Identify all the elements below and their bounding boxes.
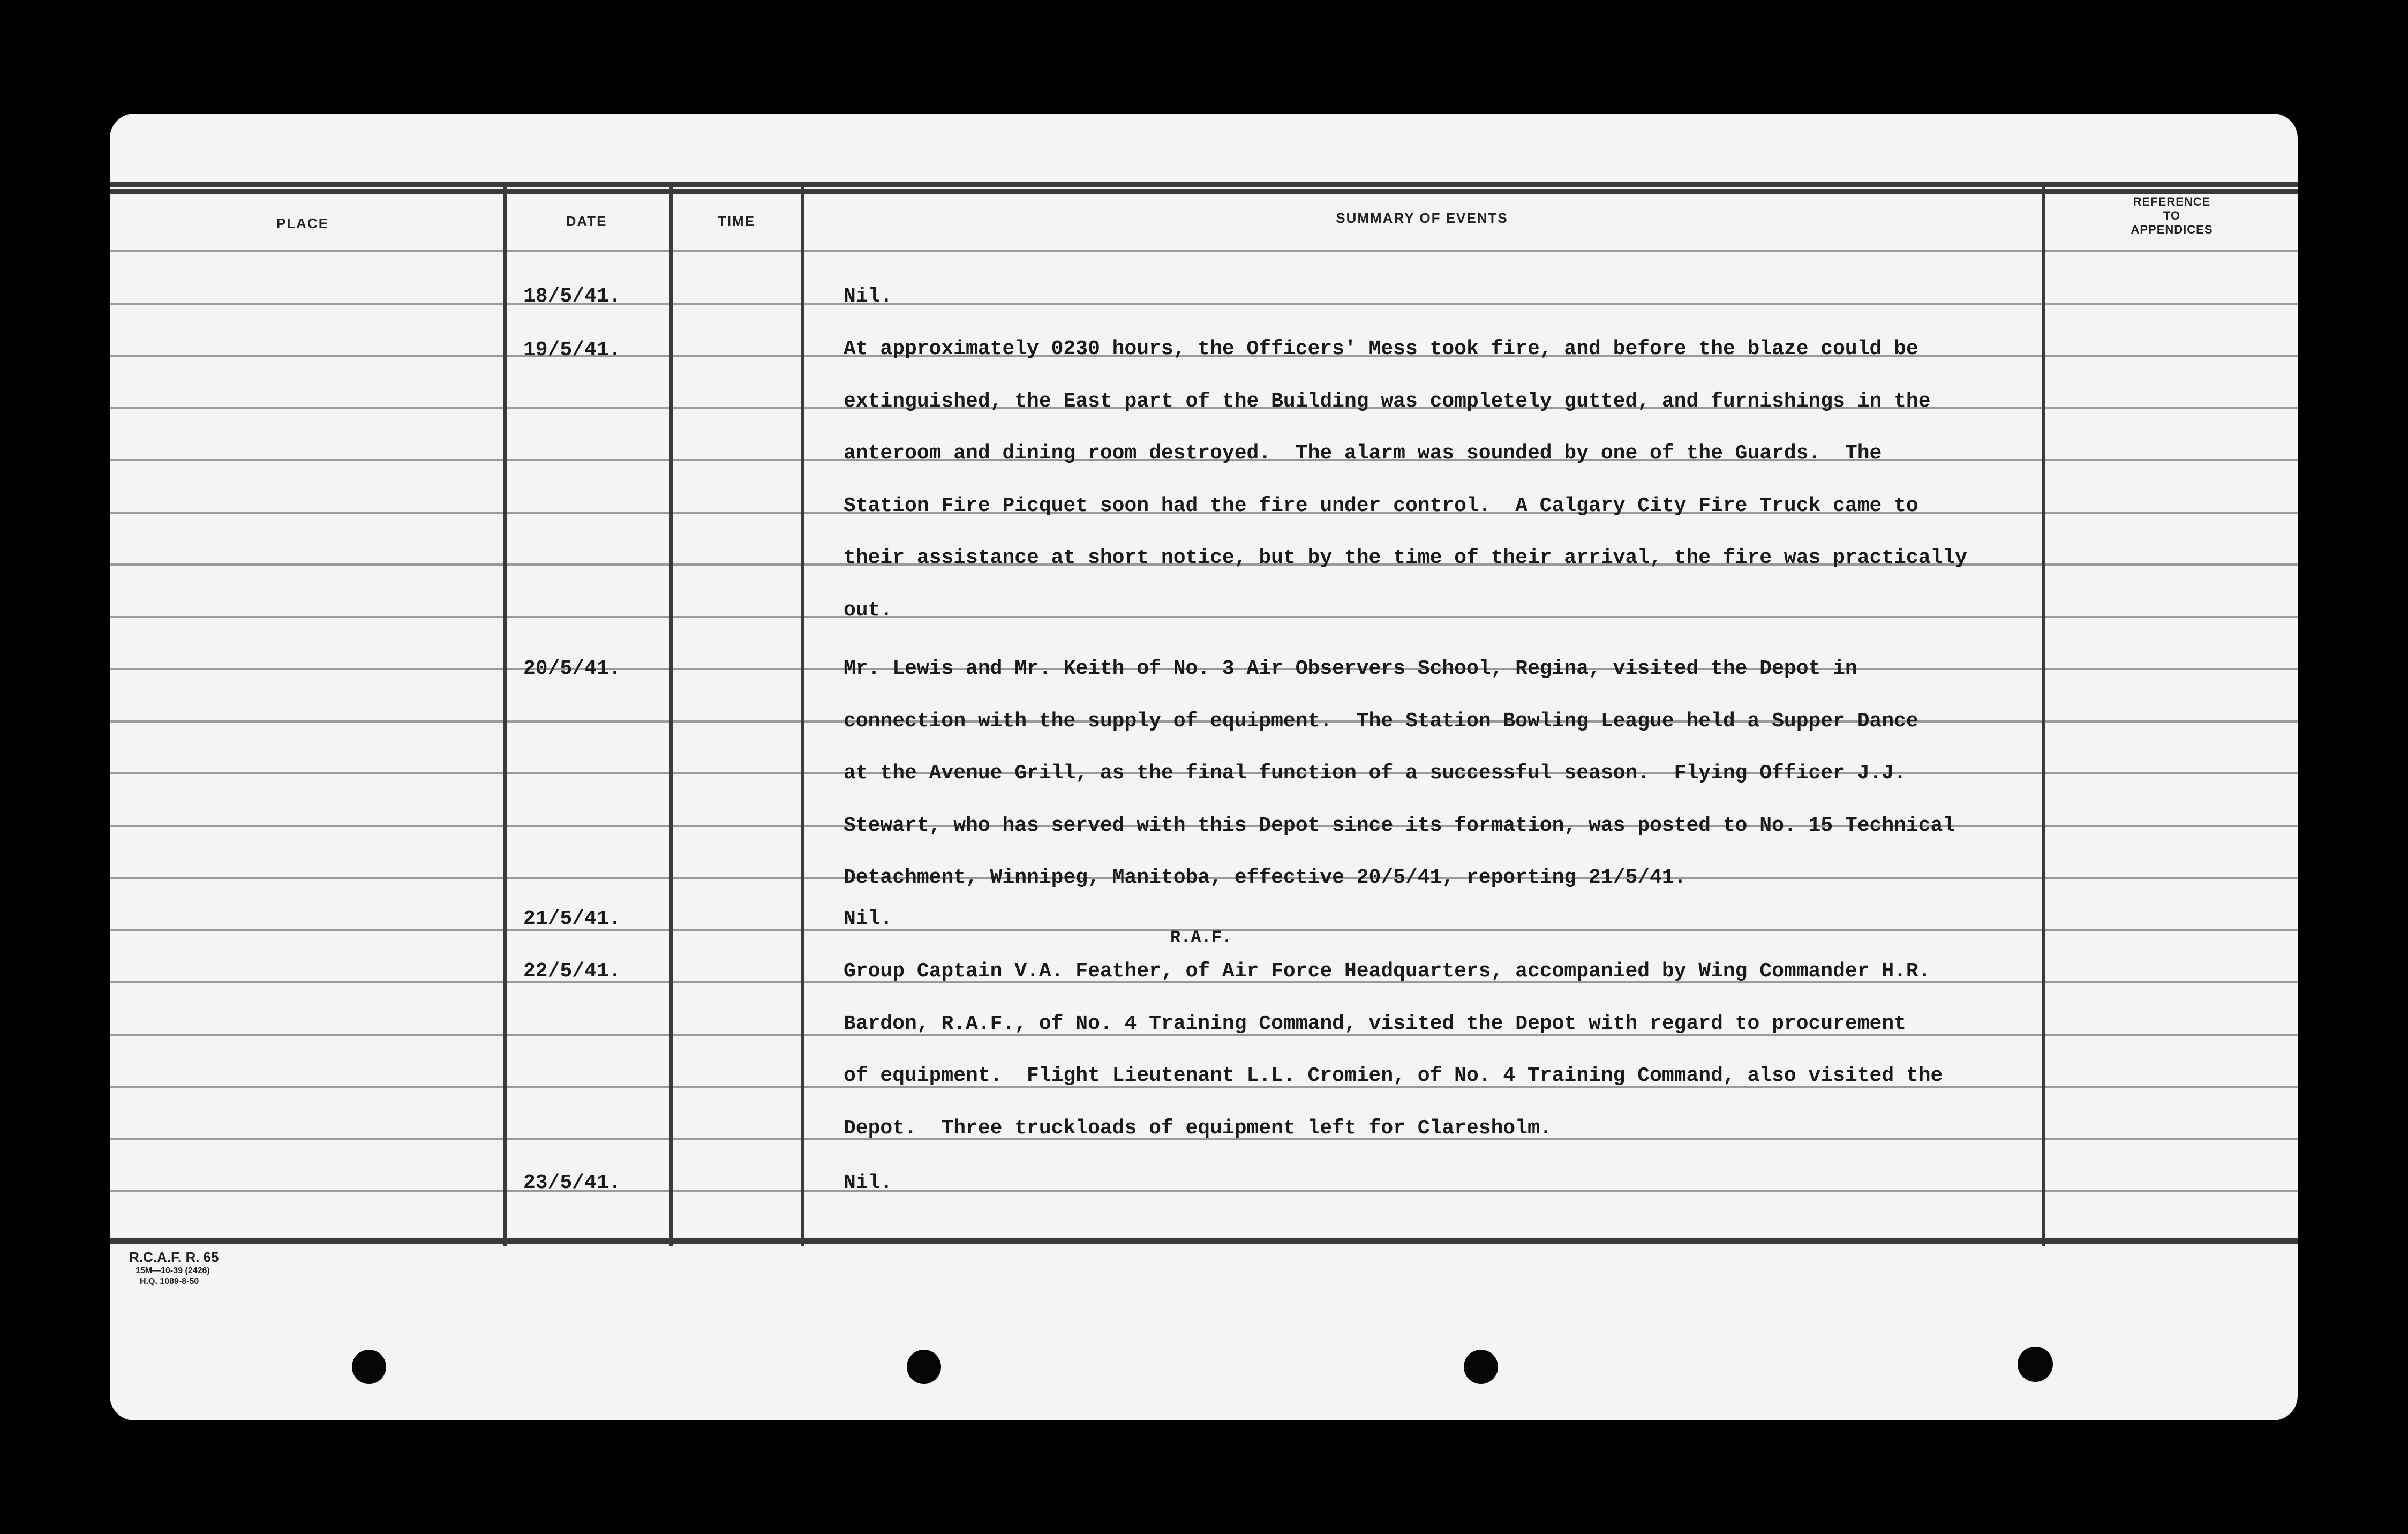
summary-line: Nil. bbox=[844, 1171, 893, 1194]
header-reference-line-1: REFERENCE bbox=[2133, 195, 2211, 208]
form-print-run: 15M—10-39 (2426) bbox=[136, 1266, 210, 1275]
form-hq-number: H.Q. 1089-8-50 bbox=[140, 1277, 199, 1286]
punch-hole bbox=[907, 1350, 941, 1384]
ruled-line bbox=[110, 250, 2298, 252]
insertion-mark: R.A.F. bbox=[1170, 928, 1232, 948]
diary-card bbox=[110, 114, 2298, 1420]
header-time: TIME bbox=[717, 213, 756, 229]
entry-date: 19/5/41. bbox=[523, 339, 621, 362]
entry-date: 18/5/41. bbox=[523, 285, 621, 308]
header-summary: SUMMARY OF EVENTS bbox=[1336, 210, 1508, 226]
summary-line: Station Fire Picquet soon had the fire under control. A Calgary City Fire Truck came to bbox=[844, 494, 1918, 517]
header-place: PLACE bbox=[276, 215, 329, 231]
summary-line: Nil. bbox=[844, 285, 893, 308]
summary-line: at the Avenue Grill, as the final function of a successful season. Flying Officer J.J. bbox=[844, 762, 1906, 785]
summary-line: Group Captain V.A. Feather, of Air Force Headquarters, accompanied by Wing Commander H.R. bbox=[844, 960, 1931, 983]
heavy-rule bbox=[110, 1238, 2298, 1244]
summary-line: of equipment. Flight Lieutenant L.L. Cromien, of No. 4 Training Command, also visited the bbox=[844, 1064, 1943, 1087]
punch-hole bbox=[1464, 1350, 1498, 1384]
ruled-line bbox=[110, 303, 2298, 305]
place-column-rule bbox=[503, 183, 507, 1246]
summary-line: Bardon, R.A.F., of No. 4 Training Command, visited the Depot with regard to procurement bbox=[844, 1012, 1906, 1035]
time-column-rule bbox=[801, 183, 804, 1246]
heavy-rule bbox=[110, 182, 2298, 187]
summary-line: extinguished, the East part of the Building was completely gutted, and furnishings in the bbox=[844, 390, 1931, 413]
summary-line: connection with the supply of equipment. The Station Bowling League held a Supper Dance bbox=[844, 710, 1918, 733]
summary-line: Depot. Three truckloads of equipment left for Claresholm. bbox=[844, 1117, 1552, 1140]
ruled-line bbox=[110, 1190, 2298, 1192]
header-reference-line-3: APPENDICES bbox=[2131, 223, 2213, 236]
form-code: R.C.A.F. R. 65 bbox=[129, 1249, 219, 1265]
summary-line: At approximately 0230 hours, the Officers' Mess took fire, and before the blaze could be bbox=[844, 337, 1918, 360]
heavy-rule bbox=[110, 189, 2298, 194]
summary-line: anteroom and dining room destroyed. The alarm was sounded by one of the Guards. The bbox=[844, 442, 1882, 465]
entry-date: 22/5/41. bbox=[523, 960, 621, 983]
summary-line: out. bbox=[844, 599, 893, 622]
entry-date: 20/5/41. bbox=[523, 657, 621, 680]
date-column-rule bbox=[669, 183, 673, 1246]
header-reference-line-2: TO bbox=[2163, 209, 2181, 222]
summary-column-rule bbox=[2042, 183, 2045, 1246]
header-date: DATE bbox=[566, 213, 607, 229]
summary-line: Stewart, who has served with this Depot since its formation, was posted to No. 15 Technical bbox=[844, 814, 1955, 837]
entry-date: 23/5/41. bbox=[523, 1171, 621, 1194]
punch-hole bbox=[2018, 1347, 2053, 1382]
summary-line: Mr. Lewis and Mr. Keith of No. 3 Air Observers School, Regina, visited the Depot in bbox=[844, 657, 1857, 680]
header-reference bbox=[2049, 195, 2295, 237]
summary-line: Nil. bbox=[844, 907, 893, 930]
entry-date: 21/5/41. bbox=[523, 907, 621, 930]
punch-hole bbox=[352, 1350, 386, 1384]
summary-line: their assistance at short notice, but by the time of their arrival, the fire was practically bbox=[844, 546, 1967, 569]
summary-line: Detachment, Winnipeg, Manitoba, effective 20/5/41, reporting 21/5/41. bbox=[844, 866, 1687, 889]
ruled-line bbox=[110, 616, 2298, 618]
